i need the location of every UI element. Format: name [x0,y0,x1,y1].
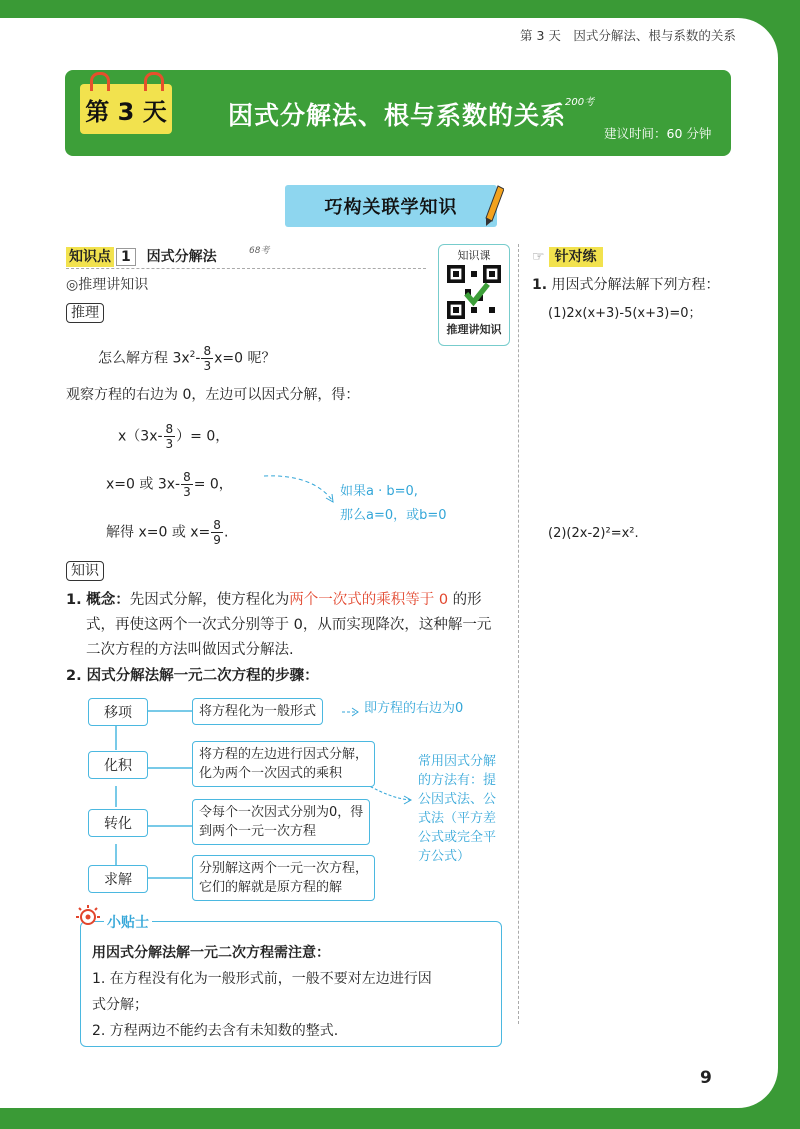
equation-line-1 [118,422,229,451]
practice-q1 [532,276,720,294]
equation-3-start: 解得 x=0 或 x= [106,524,211,541]
knowledge-item-1 [66,588,491,663]
title-exam-count: 200考 [565,97,595,108]
fraction [164,422,176,451]
flow-note-line: 式法（平方差 [418,811,497,826]
knowledge-point-heading [66,246,217,266]
subsection-heading: ◎推理讲知识 [66,277,149,293]
page-number: 9 [700,1068,712,1088]
question-tail: x=0 呢？ [214,350,276,367]
knowledge-tag: 知识 [66,561,104,581]
observation-text: 观察方程的右边为 0，左边可以因式分解，得： [66,387,360,403]
tip-line: 1. 在方程没有化为一般形式前，一般不要对左边进行因 [92,971,432,987]
equation-1-start: x（3x- [118,428,163,445]
item-number: 1. [66,592,82,608]
equation-line-3 [106,518,228,547]
tip-line: 2. 方程两边不能约去含有未知数的整式. [92,1023,339,1039]
flow-desc-text: 到两个一元一次方程 [199,824,317,839]
fraction-numerator: 8 [203,344,212,358]
divider [66,268,426,269]
flow-note-line: 方公式） [418,849,471,864]
highlight-text: 两个一次式的乘积等于 0 [289,592,449,608]
knowledge-tag-wrap [66,560,104,580]
flow-note-line: 的方法有：提 [418,773,497,788]
qr-bottom-label: 推理讲知识 [446,323,502,336]
reasoning-note-line: 如果a · b=0, [340,484,418,499]
flow-desc-2 [192,741,375,787]
tip-heading: 用因式分解法解一元二次方程需注意： [92,945,330,961]
fraction [201,344,213,373]
question-exponent: 2 [189,349,196,360]
flow-note-line: 常用因式分解 [418,754,497,769]
reasoning-tag-wrap [66,302,104,322]
practice-heading [532,246,603,266]
item-number: 2. [66,668,82,684]
knowledge-point-chip: 知识点 [66,247,114,267]
tip-content [92,940,432,1044]
item-heading: 概念： [86,592,130,608]
flow-desc-3 [192,799,370,845]
flow-desc-text: 化为两个一次因式的乘积 [199,766,343,781]
flow-desc-text: 将方程化为一般形式 [199,704,317,719]
reasoning-question [98,344,275,373]
item-heading: 因式分解法解一元二次方程的步骤： [86,668,319,684]
fraction-numerator: 8 [165,422,174,436]
section-title: 巧构关联学知识 [285,185,497,227]
question-text: 怎么解方程 3x [98,350,190,367]
equation-3-end: . [223,524,229,541]
lightbulb-icon [74,904,102,930]
equation-2-start: x=0 或 3x- [106,476,181,493]
knowledge-point-number: 1 [116,248,136,266]
hand-pointer-icon: ☞ [532,249,545,265]
flow-note-line: 公因式法、公 [418,792,497,807]
flow-step-1: 移项 [88,698,148,726]
ring-icon [144,72,164,91]
day-tab [80,84,172,134]
item-text-line: 式，再使这两个一次式分别等于 0，从而实现降次，这种解一元 [86,617,492,633]
day-label: 第 3 天 [85,97,167,126]
fraction-denominator: 3 [203,359,212,373]
practice-q1-a: (1)2x(x+3)-5(x+3)=0； [548,306,702,321]
qr-card[interactable] [438,244,510,346]
reasoning-note [340,480,447,528]
question-minus: - [195,350,201,367]
flow-note-line: 公式或完全平 [418,830,497,845]
fraction-denominator: 3 [183,485,191,499]
flow-note-1: 即方程的右边为0 [364,701,464,716]
page-title: 因式分解法、根与系数的关系 [228,101,567,130]
qr-top-label: 知识课 [457,249,491,262]
flow-desc-text: 令每个一次因式分别为0，得 [199,805,364,820]
knowledge-point-title: 因式分解法 [146,249,217,265]
practice-label: 针对练 [549,247,603,267]
item-text: 先因式分解，使方程化为 [129,592,290,608]
qr-code-icon [447,265,501,319]
flow-step-4: 求解 [88,865,148,893]
tip-label: 小贴士 [104,912,152,932]
knowledge-point-exam-count: 68考 [249,246,270,256]
fraction-denominator: 9 [213,533,221,547]
flow-desc-text: 它们的解就是原方程的解 [199,880,343,895]
fraction-denominator: 3 [165,437,174,451]
item-text-line: 二次方程的方法叫做因式分解法. [86,642,294,658]
reasoning-tag: 推理 [66,303,104,323]
flow-desc-4 [192,855,375,901]
equation-2-end: = 0， [193,476,233,493]
running-head: 第 3 天 因式分解法、根与系数的关系 [520,28,736,43]
knowledge-item-2 [66,664,319,685]
note-arrow-icon [262,470,342,510]
flow-step-3: 转化 [88,809,148,837]
flow-desc-text: 分别解这两个一元一次方程， [199,861,369,876]
fraction-numerator: 8 [213,518,221,532]
pencil-icon [478,182,504,226]
equation-line-2 [106,470,233,499]
suggested-time: 建议时间：60 分钟 [604,126,712,141]
tip-line: 式分解； [92,997,148,1013]
fraction-numerator: 8 [183,470,191,484]
item-text: 的形 [448,592,482,608]
flow-step-2: 化积 [88,751,148,779]
reasoning-note-line: 那么a=0，或b=0 [340,508,447,523]
question-text: 用因式分解法解下列方程： [551,277,720,293]
fraction [211,518,223,547]
flow-desc-text: 将方程的左边进行因式分解， [199,747,369,762]
ring-icon [90,72,110,91]
flow-desc-1 [192,698,323,725]
equation-1-end: ）= 0， [176,428,230,445]
column-divider [518,244,519,1024]
fraction [181,470,193,499]
question-number: 1. [532,277,548,293]
practice-q1-b: (2)(2x-2)²=x². [548,526,639,541]
flow-note-2 [418,752,496,866]
